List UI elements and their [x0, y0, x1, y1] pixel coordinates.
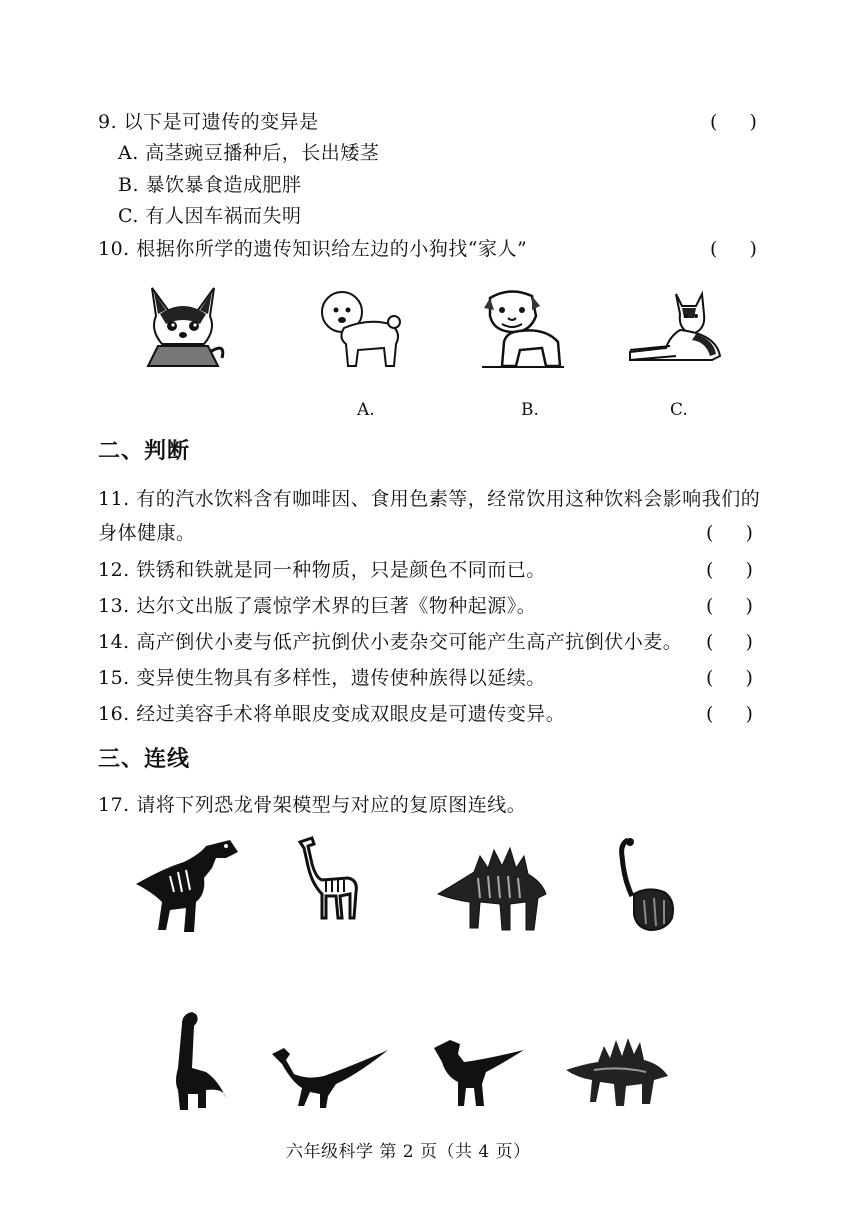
trex-reconstruction-image: [432, 1036, 526, 1108]
sauropod-skeleton-image: [614, 836, 680, 934]
husky-dog-image: [626, 290, 724, 372]
page-footer: 六年级科学 第 2 页（共 4 页）: [286, 1142, 531, 1162]
q13-text: 13. 达尔文出版了震惊学术界的巨著《物种起源》。: [98, 595, 537, 617]
q14-text: 14. 高产倒伏小麦与低产抗倒伏小麦杂交可能产生高产抗倒伏小麦。: [98, 631, 683, 653]
bulldog-image: [480, 286, 564, 370]
q11-line1: 11. 有的汽水饮料含有咖啡因、食用色素等，经常饮用这种饮料会影响我们的: [98, 488, 761, 510]
poodle-dog-image: [318, 288, 404, 370]
q10-stem: 10. 根据你所学的遗传知识给左边的小狗找“家人”: [98, 238, 528, 260]
q16-answer-paren[interactable]: ( ): [706, 703, 753, 725]
q13-answer-paren[interactable]: ( ): [706, 595, 753, 617]
q11-line2: 身体健康。: [98, 522, 196, 544]
husky-puppy-image: [138, 280, 228, 372]
q12-answer-paren[interactable]: ( ): [706, 559, 753, 581]
section-matching-title: 三、连线: [98, 747, 191, 772]
long-tail-theropod-image: [268, 1040, 390, 1110]
trex-skeleton-image: [134, 832, 242, 938]
q10-choice-c: C.: [670, 400, 688, 420]
q14-answer-paren[interactable]: ( ): [706, 631, 753, 653]
q15-answer-paren[interactable]: ( ): [706, 667, 753, 689]
stegosaurus-reconstruction-image: [564, 1032, 670, 1110]
q16-text: 16. 经过美容手术将单眼皮变成双眼皮是可遗传变异。: [98, 703, 566, 725]
q9-option-b: B. 暴饮暴食造成肥胖: [118, 174, 302, 196]
section-judgment-title: 二、判断: [98, 439, 191, 464]
brachiosaurus-image: [166, 1010, 228, 1112]
q11-answer-paren[interactable]: ( ): [706, 522, 753, 544]
q9-option-a: A. 高茎豌豆播种后，长出矮茎: [118, 142, 380, 164]
q10-choice-b: B.: [521, 400, 539, 420]
q17-stem: 17. 请将下列恐龙骨架模型与对应的复原图连线。: [98, 794, 527, 816]
q15-text: 15. 变异使生物具有多样性，遗传使种族得以延续。: [98, 667, 546, 689]
long-neck-skeleton-image: [296, 834, 362, 920]
q9-answer-paren[interactable]: ( ): [710, 111, 757, 133]
q10-choice-a: A.: [357, 400, 375, 420]
q9-option-c: C. 有人因车祸而失明: [118, 205, 302, 227]
stegosaurus-skeleton-image: [434, 838, 548, 934]
q9-stem: 9. 以下是可遗传的变异是: [98, 111, 319, 133]
q12-text: 12. 铁锈和铁就是同一种物质，只是颜色不同而已。: [98, 559, 546, 581]
q10-answer-paren[interactable]: ( ): [710, 238, 757, 260]
